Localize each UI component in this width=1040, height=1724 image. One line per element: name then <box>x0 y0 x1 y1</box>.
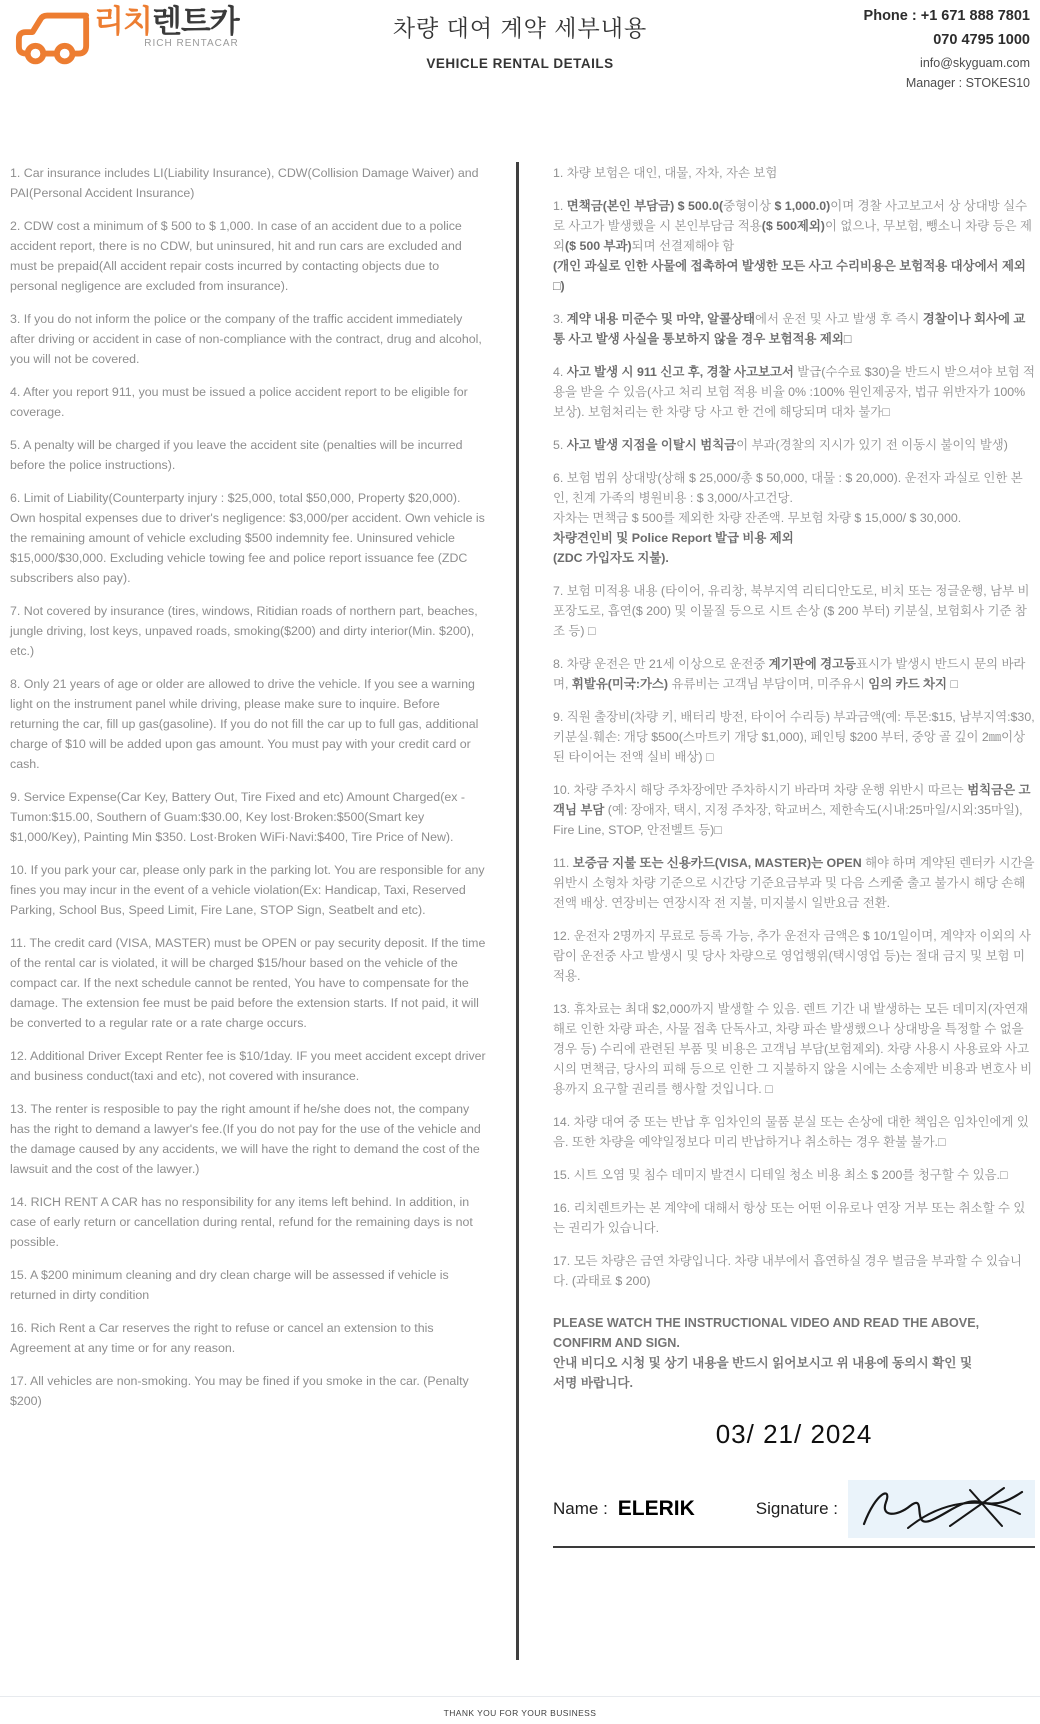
term-en-11: 11. The credit card (VISA, MASTER) must be OPEN or pay security deposit. If the time of the rental car is violated, it will be charged $15/hour based on the vehicle of the compact car. If the next schedule cannot be rented, You have to compensate for the damage. The extension fee must be paid before the extension starts. If not paid, it will be converted to a regular rate or a rate charge occurs. <box>10 936 486 1030</box>
term-kr-5: 5. 사고 발생 지점을 이탈시 범칙금이 부과(경찰의 지시가 있기 전 이동시 불이익 발생) <box>553 438 1008 452</box>
agreement-date: 03/ 21/ 2024 <box>715 1419 873 1449</box>
manager: Manager : STOKES10 <box>905 76 1030 90</box>
term-en-13: 13. The renter is resposible to pay the right amount if he/she does not, the company has the right to demand a lawyer's fee.(If you do not pay for the use of the vehicle and the damage caused by any accidents, we will have the right to demand the cost of the lawsuit and the cost of the lawyer.) <box>10 1102 481 1176</box>
company-logo <box>14 6 239 68</box>
term-kr-14: 14. 차량 대여 중 또는 반납 후 임차인의 물품 분실 또는 손상에 대한 책임은 임차인에게 있음. 또한 차량을 예약일정보다 미리 반납하거나 취소하는 경우 환불 불가.□ <box>553 1115 1029 1149</box>
notice-line-1: PLEASE WATCH THE INSTRUCTIONAL VIDEO AND READ THE ABOVE, <box>553 1316 980 1330</box>
notice-line-2: CONFIRM AND SIGN. <box>553 1336 680 1350</box>
term-kr-6: 6. 보험 범위 상대방(상해 $ 25,000/총 $ 50,000, 대물 : $ 20,000). 운전자 과실로 인한 본인, 친계 가족의 병원비용 : $ 3,000/사고건당. 자차는 면책금 $ 500를 제외한 차량 잔존액. 무보험 차량 $ 15,000/ $ 30,000. 차량견인비 및 Police Report 발급 비용 제외 (ZDC 가입자도 지불). <box>553 471 1023 565</box>
term-kr-4: 4. 사고 발생 시 911 신고 후, 경찰 사고보고서 발급(수수료 $30)을 반드시 받으셔야 보험 적용을 받을 수 있음(사고 처리 보험 적용 비율 0% :100% 원인제공자, 법규 위반자가 100% 보상). 보험처리는 한 차량 당 사고 한 건에 해당되며 대차 불가□ <box>553 365 1035 419</box>
term-en-1: 1. Car insurance includes LI(Liability Insurance), CDW(Collision Damage Waiver) and PAI(Personal Accident Insurance) <box>10 166 479 200</box>
term-kr-2: 1. 면책금(본인 부담금) $ 500.0(중형이상 $ 1,000.0)이며 경찰 사고보고서 상 상대방 실수로 사고가 발생했을 시 본인부담금 적용($ 500제외)이 없으나, 무보험, 뺑소니 차량 등은 제외($ 500 부과)되며 선결제해야 함 (개인 과실로 인한 사물에 접촉하여 발생한 모든 사고 수리비용은 보험적용 대상에서 제외 □) <box>553 199 1033 293</box>
term-kr-7: 7. 보험 미적용 내용 (타이어, 유리창, 북부지역 리티디안도로, 비치 또는 정글운행, 남부 비포장도로, 흡연($ 200) 및 이물질 등으로 시트 손상 ($ 200 부터) 키분실, 보험회사 기준 참조 등) □ <box>553 584 1030 638</box>
term-kr-8: 8. 차량 운전은 만 21세 이상으로 운전중 계기판에 경고등표시가 발생시 반드시 문의 바라며, 휘발유(미국:가스) 유류비는 고객님 부담이며, 미주유시 임의 카드 차지 □ <box>553 657 1026 691</box>
brand-kr-primary: 리치 <box>94 4 152 39</box>
term-kr-16: 16. 리치렌트카는 본 계약에 대해서 항상 또는 어떤 이유로나 연장 거부 또는 취소할 수 있는 권리가 있습니다. <box>553 1201 1026 1235</box>
signature-label: Signature : <box>755 1499 838 1518</box>
terms-korean-column <box>553 163 1035 1548</box>
term-en-10: 10. If you park your car, please only park in the parking lot. You are responsible for any fines you may incur in the event of a vehicle violation(Ex: Handicap, Taxi, Reserved Parking, School Bus, Speed Limit, Fire Lane, STOP Sign, Seatbelt and etc). <box>10 863 485 917</box>
email: info@skyguam.com <box>920 56 1030 70</box>
confirm-notice <box>553 1313 1035 1393</box>
term-en-6: 6. Limit of Liability(Counterparty injury : $25,000, total $50,000, Property $20,000). Own hospital expenses due to driver's negligence: $3,000/per accident. Own vehicle is the remaining amount of vehicle excluding $500 indemnity fee. Uninsured vehicle $15,000/$30,000. Excluding vehicle towing fee and police report issuance fee (ZDC subscribers also pay). <box>10 491 485 585</box>
signature-image <box>852 1482 1032 1536</box>
car-icon <box>14 6 92 68</box>
terms-english-column <box>10 163 488 1424</box>
brand-en: RICH RENTACAR <box>144 38 239 49</box>
term-en-5: 5. A penalty will be charged if you leave the accident site (penalties will be incurred before the police instructions). <box>10 438 463 472</box>
term-en-9: 9. Service Expense(Car Key, Battery Out, Tire Fixed and etc) Amount Charged(ex -Tumon:$15.00, Southern of Guam:$30.00, Key lost·Broken:$500(Smart key $1,000/Key), Painting Min $350. Lost·Broken WiFi·Navi:$400, Tire Price of New). <box>10 790 465 844</box>
notice-line-4: 서명 바랍니다. <box>553 1376 633 1390</box>
logo-text <box>94 6 239 49</box>
term-kr-3: 3. 계약 내용 미준수 및 마약, 알콜상태에서 운전 및 사고 발생 후 즉시 경찰이나 회사에 교통 사고 발생 사실을 통보하지 않을 경우 보험적용 제외□ <box>553 312 1026 346</box>
phone-international: Phone : +1 671 888 7801 <box>863 8 1030 24</box>
term-kr-15: 15. 시트 오염 및 침수 데미지 발견시 디테일 청소 비용 최소 $ 200를 청구할 수 있음.□ <box>553 1168 1008 1182</box>
term-en-15: 15. A $200 minimum cleaning and dry clean charge will be assessed if vehicle is returned in dirty condition <box>10 1268 449 1302</box>
signature-row <box>553 1480 1035 1538</box>
term-en-7: 7. Not covered by insurance (tires, windows, Ritidian roads of northern part, beaches, jungle driving, lost keys, unpaved roads, smoking($200) and dirty interior(Min. $200), etc.) <box>10 604 478 658</box>
footer-rule <box>0 1696 1040 1697</box>
term-en-14: 14. RICH RENT A CAR has no responsibility for any items left behind. In addition, in case of early return or cancellation during rental, refund for the remaining days is not possible. <box>10 1195 473 1249</box>
column-divider <box>516 162 519 1660</box>
term-kr-10: 10. 차량 주차시 해당 주차장에만 주차하시기 바라며 차량 운행 위반시 따르는 범칙금은 고객님 부담 (예: 장애자, 택시, 지정 주차장, 학교버스, 제한속도(시내:25마일/시외:35마일), Fire Line, STOP, 안전벨트 등)□ <box>553 783 1031 837</box>
term-en-12: 12. Additional Driver Except Renter fee is $10/1day. IF you meet accident except driver and business conduct(taxi and etc), not covered with insurance. <box>10 1049 486 1083</box>
term-en-4: 4. After you report 911, you must be issued a police accident report to be eligible for coverage. <box>10 385 468 419</box>
signature-field[interactable] <box>848 1480 1035 1538</box>
term-kr-13: 13. 휴차료는 최대 $2,000까지 발생할 수 있음. 렌트 기간 내 발생하는 모든 데미지(자연재해로 인한 차량 파손, 사물 접촉 단독사고, 차량 파손 발생했으나 상대방을 특정할 수 없을 경우 등) 수리에 관련된 부품 및 비용은 고객님 부담(보험제외). 차량 사용시 사용료와 사고시의 면책금, 당사의 피해 등으로 인한 그 지불하지 않을 시에는 소송제반 비용과 변호사 비용까지 요구할 권리를 행사할 것입니다. □ <box>553 1002 1033 1096</box>
phone-local: 070 4795 1000 <box>933 32 1030 48</box>
term-kr-9: 9. 직원 출장비(차량 키, 배터리 방전, 타이어 수리등) 부과금액(예: 투몬:$15, 남부지역:$30, 키분실·훼손: 개당 $500(스마트키 개당 $1,000), 페인팅 $200 부터, 중앙 골 깊이 2㎜이상 된 타이어는 전액 실비 배상) □ <box>553 710 1035 764</box>
notice-line-3: 안내 비디오 시청 및 상기 내용을 반드시 읽어보시고 위 내용에 동의시 확인 및 <box>553 1356 973 1370</box>
term-en-2: 2. CDW cost a minimum of $ 500 to $ 1,000. In case of an accident due to a police accident report, there is no CDW, but uninsured, hit and run cars are excluded and must be prepaid(All accident repair costs incurred by contacting objects due to personal negligence are excluded from insurance). <box>10 219 462 293</box>
term-en-3: 3. If you do not inform the police or the company of the traffic accident immediately after driving or accident in case of non-compliance with the contract, drug and alcohol, you will not be covered. <box>10 312 482 366</box>
term-en-16: 16. Rich Rent a Car reserves the right to refuse or cancel an extension to this Agreement at any time or for any reason. <box>10 1321 434 1355</box>
title-korean: 차량 대여 계약 세부내용 <box>392 15 648 41</box>
term-kr-17: 17. 모든 차량은 금연 차량입니다. 차량 내부에서 흡연하실 경우 벌금을 부과할 수 있습니다. (과태료 $ 200) <box>553 1254 1022 1288</box>
contact-info <box>864 8 1030 96</box>
footer-message: THANK YOU FOR YOUR BUSINESS <box>443 1708 597 1718</box>
renter-name: ELERIK <box>617 1497 695 1520</box>
term-en-17: 17. All vehicles are non-smoking. You may be fined if you smoke in the car. (Penalty $200) <box>10 1374 469 1408</box>
term-kr-12: 12. 운전자 2명까지 무료로 등록 가능, 추가 운전자 금액은 $ 10/1일이며, 계약자 이외의 사람이 운전중 사고 발생시 및 당사 차량으로 영업행위(택시영업 등)는 절대 금지 및 보험 미적용. <box>553 929 1031 983</box>
name-label: Name : <box>553 1499 608 1518</box>
term-en-8: 8. Only 21 years of age or older are allowed to drive the vehicle. If you see a warning light on the instrument panel while driving, please make sure to inquire. Before returning the car, fill up gas(gasoline). If you do not fill the car up to full gas, additional charge of $10 will be added upon gas amount. You must pay with your credit card or cash. <box>10 677 479 771</box>
title-english: VEHICLE RENTAL DETAILS <box>426 56 614 71</box>
term-kr-1: 1. 차량 보험은 대인, 대물, 자차, 자손 보험 <box>553 166 778 180</box>
term-kr-11: 11. 보증금 지불 또는 신용카드(VISA, MASTER)는 OPEN 해야 하며 계약된 렌터카 시간을 위반시 소형차 차량 기준으로 시간당 기준요금부과 및 다음 스케줄 출고 불가시 해당 손해 전액 배상. 연장비는 연장시작 전 지불, 미지불시 일반요금 전환. <box>553 856 1035 910</box>
signature-underline <box>553 1546 1035 1548</box>
brand-kr-secondary: 렌트카 <box>151 4 239 39</box>
